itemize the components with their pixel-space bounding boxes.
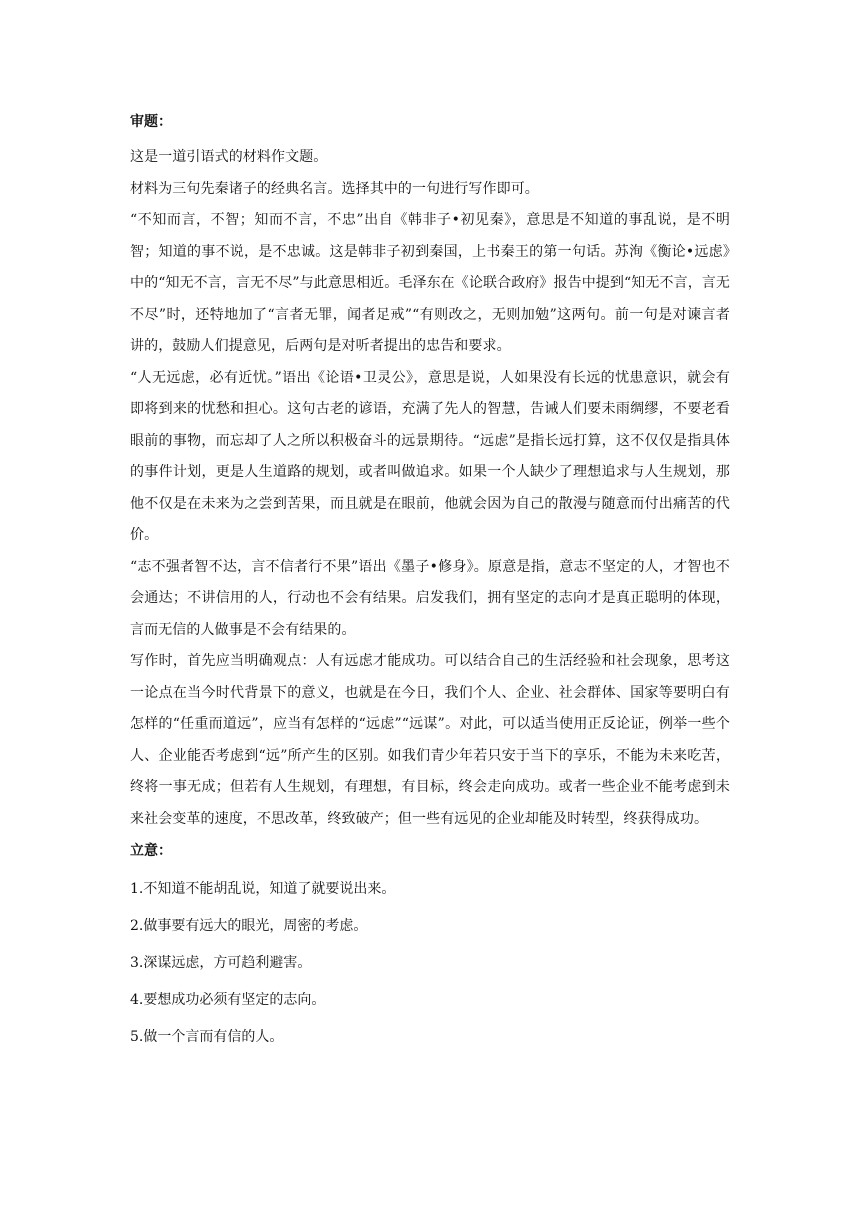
list-item: 2.做事要有远大的眼光，周密的考虑。 <box>130 918 368 934</box>
list-item: 5.做一个言而有信的人。 <box>130 1029 284 1045</box>
list-item: 3.深谋远虑，方可趋利避害。 <box>130 955 312 971</box>
paragraph: “志不强者智不达，言不信者行不果”语出《墨子•修身》。原意是指，意志不坚定的人，才智也不会通达；不讲信用的人，行动也不会有结果。启发我们，拥有坚定的志向才是真正聪明的体现，言而无信的人做事是不会有结果的。 <box>130 558 730 638</box>
paragraph: 这是一道引语式的材料作文题。 <box>130 149 328 165</box>
section-heading-liyi: 立意： <box>130 843 172 859</box>
paragraph: “人无远虑，必有近忧。”语出《论语•卫灵公》，意思是说，人如果没有长远的忧患意识，就会有即将到来的忧愁和担心。这句古老的谚语，充满了先人的智慧，告诫人们要未雨绸缪，不要老看眼前的事物，而忘却了人之所以积极奋斗的远景期待。“远虑”是指长远打算，这不仅仅是指具体的事件计划，更是人生道路的规划，或者叫做追求。如果一个人缺少了理想追求与人生规划，那他不仅是在未来为之尝到苦果，而且就是在眼前，他就会因为自己的散漫与随意而付出痛苦的代价。 <box>130 369 730 543</box>
list-item: 1.不知道不能胡乱说，知道了就要说出来。 <box>130 881 396 897</box>
paragraph: “不知而言，不智；知而不言，不忠”出自《韩非子•初见秦》，意思是不知道的事乱说，是不明智；知道的事不说，是不忠诚。这是韩非子初到秦国，上书秦王的第一句话。苏洵《衡论•远虑》中的“知无不言，言无不尽”与此意思相近。毛泽东在《论联合政府》报告中提到“知无不言，言无不尽”时，还特地加了“言者无罪，闻者足戒”“有则改之，无则加勉”这两句。前一句是对谏言者讲的，鼓励人们提意见，后两句是对听者提出的忠告和要求。 <box>130 212 730 354</box>
paragraph: 材料为三句先秦诸子的经典名言。选择其中的一句进行写作即可。 <box>130 180 539 197</box>
document-page <box>130 109 730 1056</box>
section-heading-shenti: 审题： <box>130 114 172 130</box>
paragraph: 写作时，首先应当明确观点：人有远虑才能成功。可以结合自己的生活经验和社会现象，思考这一论点在当今时代背景下的意义，也就是在今日，我们个人、企业、社会群体、国家等要明白有怎样的“任重而道远”，应当有怎样的“远虑”“远谋”。对此，可以适当使用正反论证，例举一些个人、企业能否考虑到“远”所产生的区别。如我们青少年若只安于当下的享乐，不能为未来吃苦，终将一事无成；但若有人生规划，有理想，有目标，终会走向成功。或者一些企业不能考虑到未来社会变革的速度，不思改革，终致破产；但一些有远见的企业却能及时转型，终获得成功。 <box>130 653 730 827</box>
list-item: 4.要想成功必须有坚定的志向。 <box>130 992 326 1008</box>
